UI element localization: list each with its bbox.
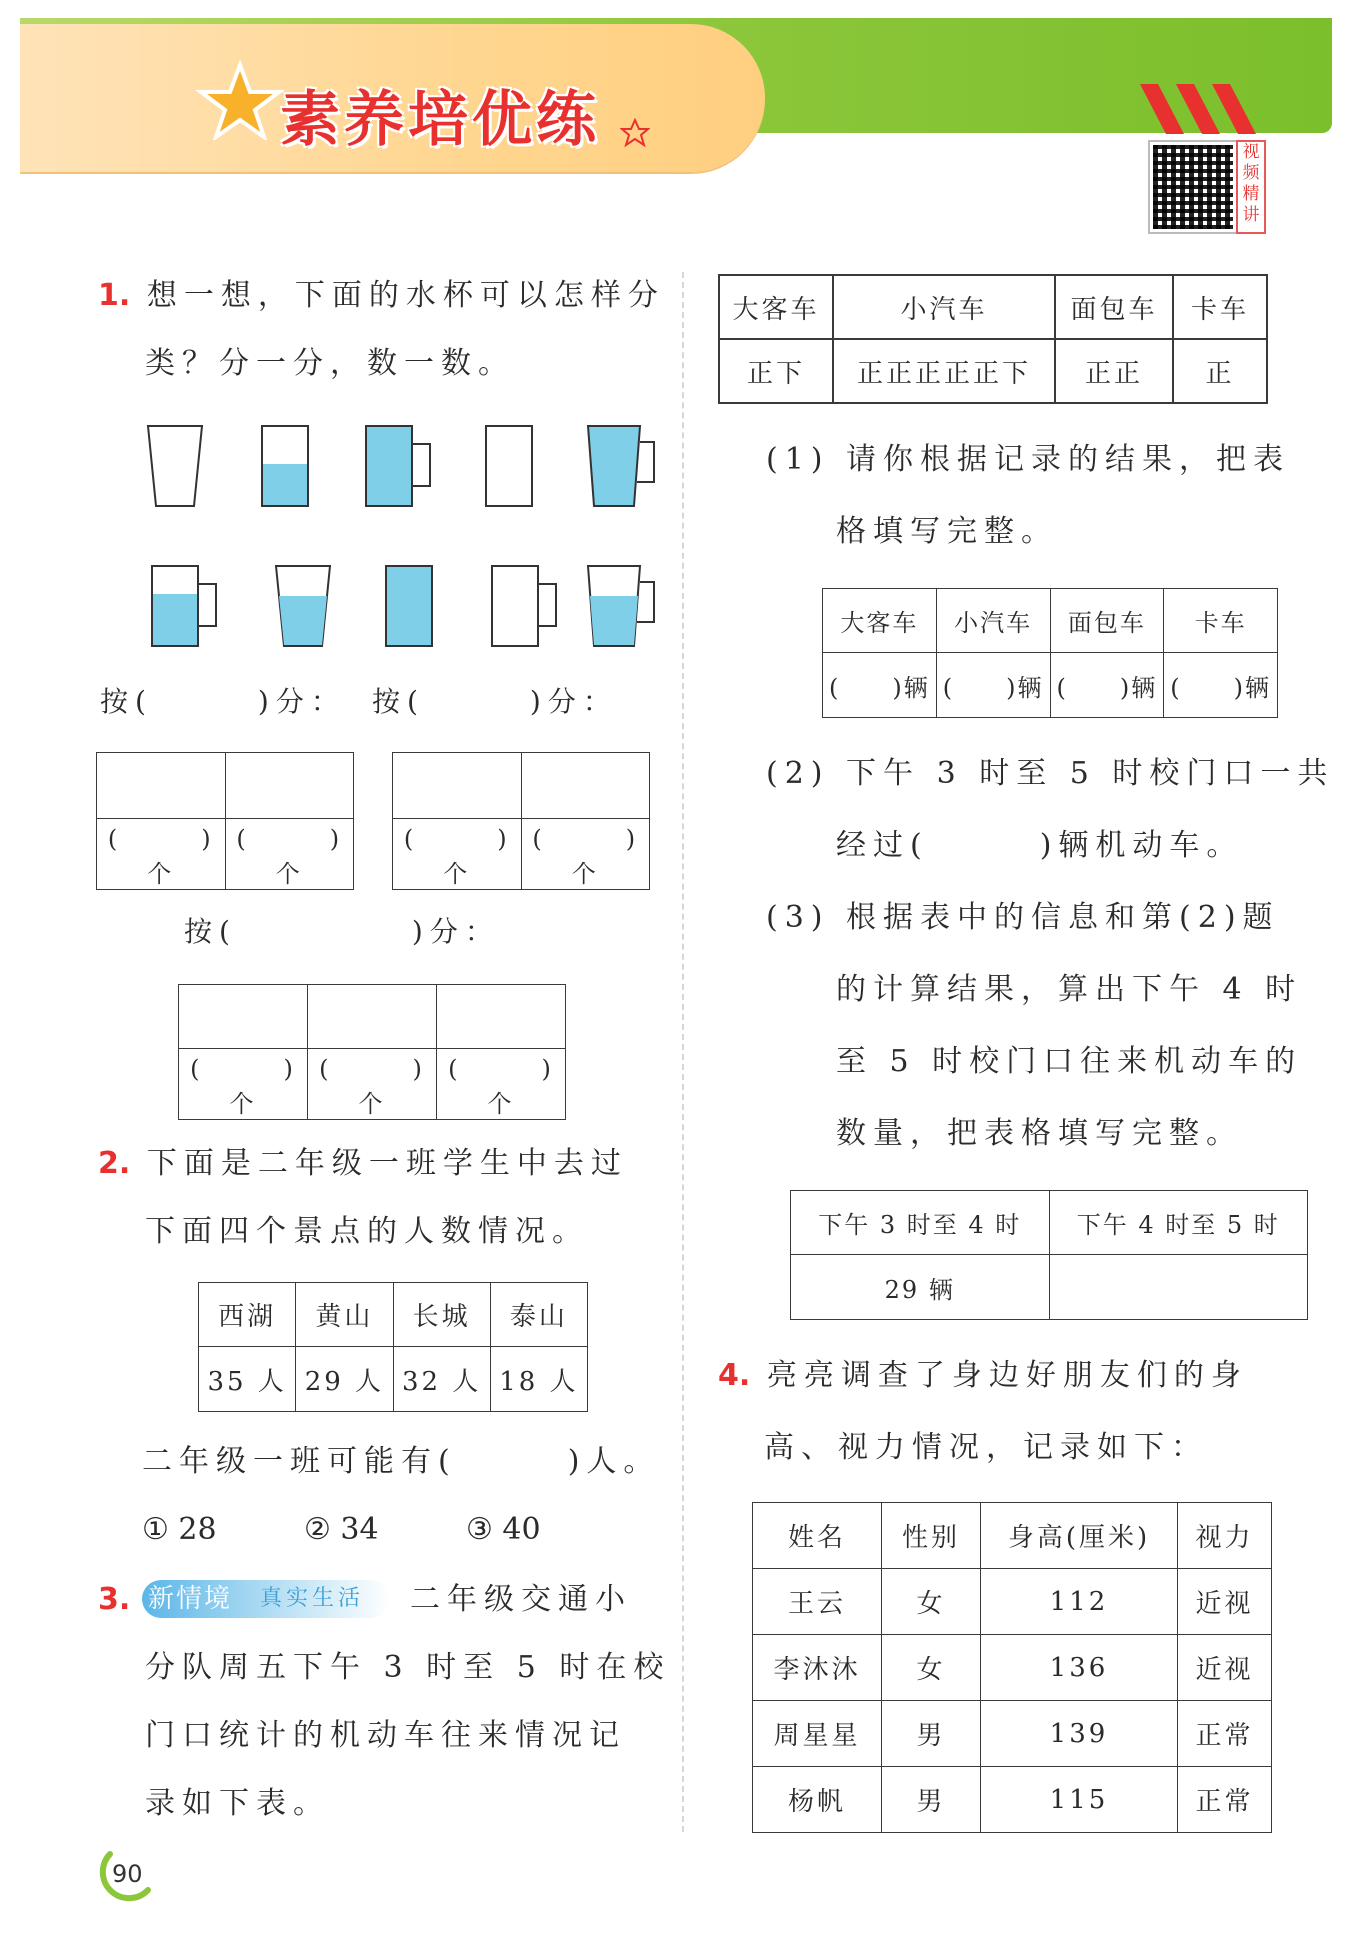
count-cell[interactable]: ( )个 [225, 819, 354, 890]
cups-row-1 [140, 420, 660, 520]
spot-count: 29 人 [296, 1347, 393, 1412]
q2-option-1[interactable]: ① 28 [142, 1512, 217, 1547]
q1-line1: 1. 想一想，下面的水杯可以怎样分 [98, 278, 665, 313]
q1-table-b [392, 752, 650, 890]
cup-icon [386, 566, 432, 646]
q1-number: 1. [98, 278, 131, 313]
vehicle-header: 小汽车 [936, 589, 1050, 653]
vehicle-count-cell[interactable]: ( )辆 [823, 653, 937, 718]
time-header: 下午 3 时至 4 时 [791, 1191, 1050, 1255]
gender-cell: 女 [882, 1569, 981, 1635]
gender-cell: 男 [882, 1701, 981, 1767]
vehicle-header: 大客车 [823, 589, 937, 653]
answer-cell[interactable] [521, 753, 650, 819]
time-header: 下午 4 时至 5 时 [1049, 1191, 1308, 1255]
q3-sub3-b: 的计算结果，算出下午 4 时 [836, 972, 1303, 1007]
q3-sub1-a: (1) 请你根据记录的结果，把表 [766, 442, 1291, 477]
count-cell[interactable]: ( )个 [437, 1049, 566, 1120]
vehicle-count-cell[interactable]: ( )辆 [1164, 653, 1278, 718]
time-count: 29 辆 [791, 1255, 1050, 1320]
context-badge [142, 1580, 390, 1618]
table-row [753, 1569, 1272, 1635]
spot-count: 18 人 [490, 1347, 587, 1412]
q3-sub2-a: (2) 下午 3 时至 5 时校门口一共 [766, 756, 1335, 791]
vehicle-header: 卡车 [1164, 589, 1278, 653]
star-icon [195, 60, 285, 140]
name-cell: 王云 [753, 1569, 882, 1635]
count-cell[interactable]: ( )个 [308, 1049, 437, 1120]
q3-sub3-d: 数量，把表格填写完整。 [836, 1116, 1243, 1151]
table-row [753, 1635, 1272, 1701]
badge-real-life: 真实生活 [260, 1586, 365, 1611]
fill-table [822, 588, 1278, 718]
mug-icon [588, 566, 654, 646]
count-cell[interactable]: ( )个 [179, 1049, 308, 1120]
mug-icon [152, 566, 216, 646]
vehicle-header: 小汽车 [833, 275, 1055, 339]
q3-sub3-c: 至 5 时校门口往来机动车的 [836, 1044, 1303, 1079]
height-cell: 115 [981, 1767, 1178, 1833]
answer-cell[interactable] [437, 985, 566, 1049]
spot-header: 西湖 [199, 1283, 296, 1347]
gender-cell: 男 [882, 1767, 981, 1833]
vehicle-header: 大客车 [719, 275, 833, 339]
q1-line2: 类？分一分，数一数。 [145, 346, 515, 381]
answer-cell[interactable] [393, 753, 522, 819]
height-cell: 139 [981, 1701, 1178, 1767]
mug-icon [492, 566, 556, 646]
tally-mark: 正 [1173, 339, 1267, 403]
name-cell: 李沐沐 [753, 1635, 882, 1701]
stripes-decoration [1140, 84, 1260, 134]
q2-number: 2. [98, 1146, 131, 1181]
q2-option-2[interactable]: ② 34 [304, 1512, 379, 1547]
small-star-icon [620, 118, 650, 148]
q1-by1: 按( )分： [100, 685, 346, 718]
time-table [790, 1190, 1308, 1320]
q1-table-c [178, 984, 566, 1120]
vehicle-header: 面包车 [1055, 275, 1173, 339]
column-divider [682, 272, 684, 1832]
vision-cell: 近视 [1178, 1635, 1272, 1701]
cup-icon [148, 426, 202, 506]
q1-table-a [96, 752, 354, 890]
tally-mark: 正下 [719, 339, 833, 403]
q3-number-line [98, 1580, 130, 1620]
height-cell: 136 [981, 1635, 1178, 1701]
q3-number: 3. [98, 1582, 131, 1617]
spot-count: 35 人 [199, 1347, 296, 1412]
answer-cell[interactable] [179, 985, 308, 1049]
q3-sub2-b: 经过( )辆机动车。 [836, 828, 1244, 863]
cups-row-2 [140, 560, 660, 660]
q2-question: 二年级一班可能有( )人。 [142, 1444, 661, 1479]
answer-cell[interactable] [308, 985, 437, 1049]
cup-icon [262, 426, 308, 506]
mug-icon [366, 426, 430, 506]
height-cell: 112 [981, 1569, 1178, 1635]
spot-header: 长城 [393, 1283, 490, 1347]
q2-option-3[interactable]: ③ 40 [466, 1512, 541, 1547]
count-cell[interactable]: ( )个 [521, 819, 650, 890]
page-number: 90 [112, 1860, 143, 1888]
spot-header: 黄山 [296, 1283, 393, 1347]
vehicle-header: 面包车 [1050, 589, 1164, 653]
vehicle-header: 卡车 [1173, 275, 1267, 339]
count-cell[interactable]: ( )个 [393, 819, 522, 890]
tally-mark: 正正正正正下 [833, 339, 1055, 403]
q2-line2: 下面四个景点的人数情况。 [145, 1214, 589, 1249]
page-title: 素养培优练 [280, 85, 600, 155]
survey-header: 姓名 [753, 1503, 882, 1569]
q3-line2: 分队周五下午 3 时至 5 时在校 [145, 1650, 671, 1685]
cup-icon [486, 426, 532, 506]
q3-line4: 录如下表。 [145, 1786, 330, 1821]
tally-table [718, 274, 1268, 404]
survey-header: 性别 [882, 1503, 981, 1569]
name-cell: 杨帆 [753, 1767, 882, 1833]
tally-mark: 正正 [1055, 339, 1173, 403]
q3-line1: 二年级交通小 [410, 1582, 632, 1617]
vehicle-count-cell[interactable]: ( )辆 [1050, 653, 1164, 718]
table-row [753, 1701, 1272, 1767]
badge-new-context: 新情境 [148, 1584, 233, 1614]
qr-code-icon[interactable] [1150, 142, 1236, 232]
vehicle-count-cell[interactable]: ( )辆 [936, 653, 1050, 718]
mug-icon [588, 426, 654, 506]
answer-cell[interactable] [225, 753, 354, 819]
gender-cell: 女 [882, 1635, 981, 1701]
vision-cell: 正常 [1178, 1767, 1272, 1833]
q2-table [198, 1282, 588, 1412]
qr-label: 视频精讲 [1236, 140, 1266, 234]
count-cell[interactable]: ( )个 [97, 819, 226, 890]
vision-cell: 近视 [1178, 1569, 1272, 1635]
survey-table [752, 1502, 1272, 1833]
answer-cell[interactable] [97, 753, 226, 819]
spot-header: 泰山 [490, 1283, 587, 1347]
survey-header: 身高(厘米) [981, 1503, 1178, 1569]
q2-line1: 2. 下面是二年级一班学生中去过 [98, 1146, 628, 1181]
table-row [753, 1767, 1272, 1833]
q3-line3: 门口统计的机动车往来情况记 [145, 1718, 626, 1753]
q3-sub3-a: (3) 根据表中的信息和第(2)题 [766, 900, 1280, 935]
time-count-answer[interactable] [1049, 1255, 1308, 1320]
q4-number: 4. [718, 1358, 751, 1393]
cup-icon [276, 566, 330, 646]
survey-header: 视力 [1178, 1503, 1272, 1569]
vision-cell: 正常 [1178, 1701, 1272, 1767]
q1-by3: 按( )分： [184, 915, 500, 948]
q1-by2: 按( )分： [372, 685, 618, 718]
name-cell: 周星星 [753, 1701, 882, 1767]
q4-line1: 4. 亮亮调查了身边好朋友们的身 [718, 1358, 1248, 1393]
q3-sub1-b: 格填写完整。 [836, 514, 1058, 549]
q4-line2: 高、视力情况，记录如下： [764, 1430, 1208, 1465]
spot-count: 32 人 [393, 1347, 490, 1412]
